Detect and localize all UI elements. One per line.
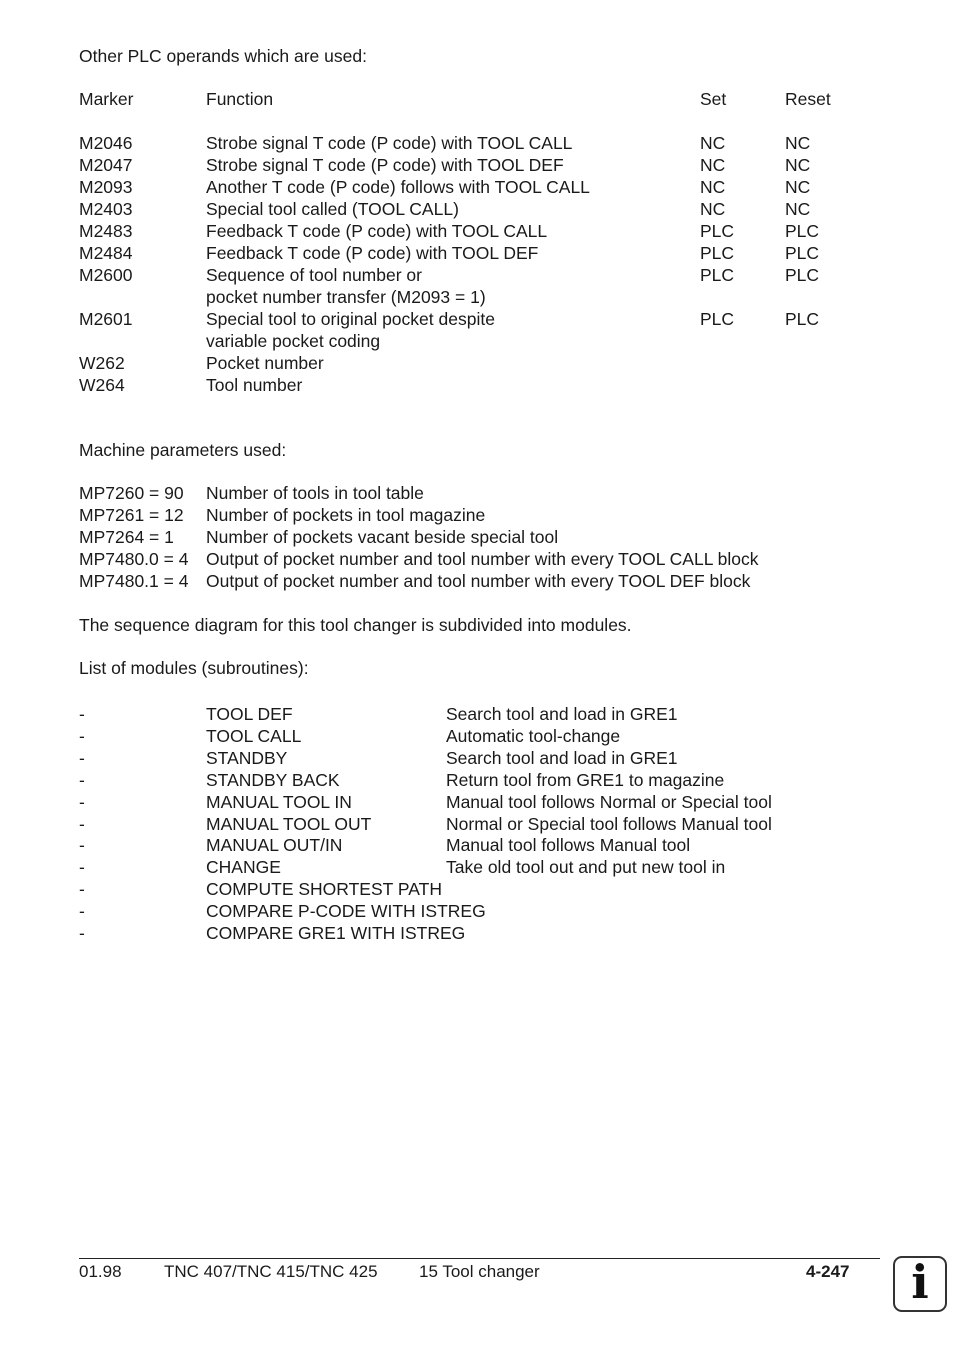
module-name: TOOL DEF (206, 704, 293, 724)
operand-marker: M2047 (79, 155, 133, 175)
operand-function: pocket number transfer (M2093 = 1) (206, 287, 486, 307)
module-bullet: - (79, 923, 85, 943)
footer-model: TNC 407/TNC 415/TNC 425 (164, 1262, 378, 1281)
operand-marker: M2600 (79, 265, 133, 285)
operand-reset: NC (785, 177, 811, 197)
operand-function: Feedback T code (P code) with TOOL DEF (206, 243, 539, 263)
operand-reset: PLC (785, 265, 820, 285)
mp-param: MP7264 = 1 (79, 527, 174, 547)
module-description: Search tool and load in GRE1 (446, 704, 678, 724)
operand-marker: M2046 (79, 133, 133, 153)
operand-function: variable pocket coding (206, 331, 381, 351)
module-description: Take old tool out and put new tool in (446, 857, 726, 878)
operand-function: Strobe signal T code (P code) with TOOL DEF (206, 155, 564, 175)
operands-header (0, 88, 954, 110)
info-icon[interactable] (893, 1256, 947, 1312)
operand-set: PLC (700, 221, 735, 241)
operand-set: PLC (700, 243, 735, 263)
module-description: Manual tool follows Normal or Special tool (446, 791, 772, 812)
operand-set: NC (700, 177, 726, 197)
module-description: Return tool from GRE1 to magazine (446, 769, 725, 790)
module-name: MANUAL OUT/IN (206, 835, 343, 856)
operand-function: Special tool called (TOOL CALL) (206, 199, 459, 219)
header-reset: Reset (785, 89, 831, 109)
operand-set: PLC (700, 309, 735, 329)
modules-intro: List of modules (subroutines): (79, 658, 309, 678)
operand-marker: M2093 (79, 177, 133, 197)
module-name: COMPUTE SHORTEST PATH (206, 879, 442, 900)
operand-marker: M2483 (79, 221, 133, 241)
footer-date: 01.98 (79, 1262, 122, 1281)
module-bullet: - (79, 747, 85, 768)
operand-reset: NC (785, 155, 811, 175)
module-description: Search tool and load in GRE1 (446, 747, 678, 768)
footer-page-number: 4-247 (806, 1262, 850, 1281)
mp-param: MP7260 = 90 (79, 483, 184, 503)
operand-set: NC (700, 133, 726, 153)
operand-marker: M2601 (79, 309, 133, 329)
module-name: TOOL CALL (206, 725, 302, 746)
operand-marker: W262 (79, 353, 125, 373)
module-bullet: - (79, 879, 85, 900)
operand-set: NC (700, 155, 726, 175)
operand-set: NC (700, 199, 726, 219)
mp-param: MP7480.0 = 4 (79, 549, 189, 569)
module-name: MANUAL TOOL IN (206, 791, 352, 812)
header-set: Set (700, 89, 727, 109)
module-name: COMPARE GRE1 WITH ISTREG (206, 923, 466, 943)
module-description: Automatic tool-change (446, 725, 621, 746)
mp-description: Number of pockets in tool magazine (206, 505, 486, 525)
mp-param: MP7261 = 12 (79, 505, 184, 525)
module-bullet: - (79, 901, 85, 922)
module-description: Normal or Special tool follows Manual tool (446, 813, 772, 834)
operand-marker: M2403 (79, 199, 133, 219)
operand-function: Strobe signal T code (P code) with TOOL CALL (206, 133, 573, 153)
operand-function: Sequence of tool number or (206, 265, 422, 285)
mp-description: Output of pocket number and tool number with every TOOL CALL block (206, 549, 759, 569)
module-name: STANDBY (206, 747, 288, 768)
operand-marker: W264 (79, 375, 125, 395)
mp-intro: Machine parameters used: (79, 440, 287, 460)
sequence-text: The sequence diagram for this tool changer is subdivided into modules. (79, 615, 632, 635)
module-description: Manual tool follows Manual tool (446, 835, 691, 856)
module-bullet: - (79, 725, 85, 746)
module-name: CHANGE (206, 857, 281, 878)
module-bullet: - (79, 813, 85, 834)
module-bullet: - (79, 769, 85, 790)
operand-reset: NC (785, 199, 811, 219)
module-bullet: - (79, 835, 85, 856)
header-function: Function (206, 89, 274, 109)
operand-reset: PLC (785, 309, 820, 329)
operand-reset: PLC (785, 221, 820, 241)
module-bullet: - (79, 791, 85, 812)
module-name: MANUAL TOOL OUT (206, 813, 372, 834)
mp-description: Number of pockets vacant beside special tool (206, 527, 559, 547)
operand-function: Pocket number (206, 353, 324, 373)
footer-divider (79, 1258, 880, 1259)
operand-marker: M2484 (79, 243, 133, 263)
footer-chapter: 15 Tool changer (419, 1262, 540, 1281)
module-bullet: - (79, 704, 85, 724)
module-name: STANDBY BACK (206, 769, 340, 790)
mp-description: Number of tools in tool table (206, 483, 424, 503)
module-name: COMPARE P-CODE WITH ISTREG (206, 901, 486, 922)
mp-param: MP7480.1 = 4 (79, 571, 189, 591)
operand-function: Feedback T code (P code) with TOOL CALL (206, 221, 548, 241)
operand-function: Another T code (P code) follows with TOOL CALL (206, 177, 590, 197)
operand-set: PLC (700, 265, 735, 285)
header-marker: Marker (79, 89, 134, 109)
info-letter: i (911, 1255, 929, 1309)
module-bullet: - (79, 857, 85, 878)
operand-function: Special tool to original pocket despite (206, 309, 495, 329)
operand-reset: NC (785, 133, 811, 153)
operands-intro: Other PLC operands which are used: (79, 46, 367, 66)
mp-description: Output of pocket number and tool number with every TOOL DEF block (206, 571, 751, 591)
operand-function: Tool number (206, 375, 303, 395)
operand-reset: PLC (785, 243, 820, 263)
